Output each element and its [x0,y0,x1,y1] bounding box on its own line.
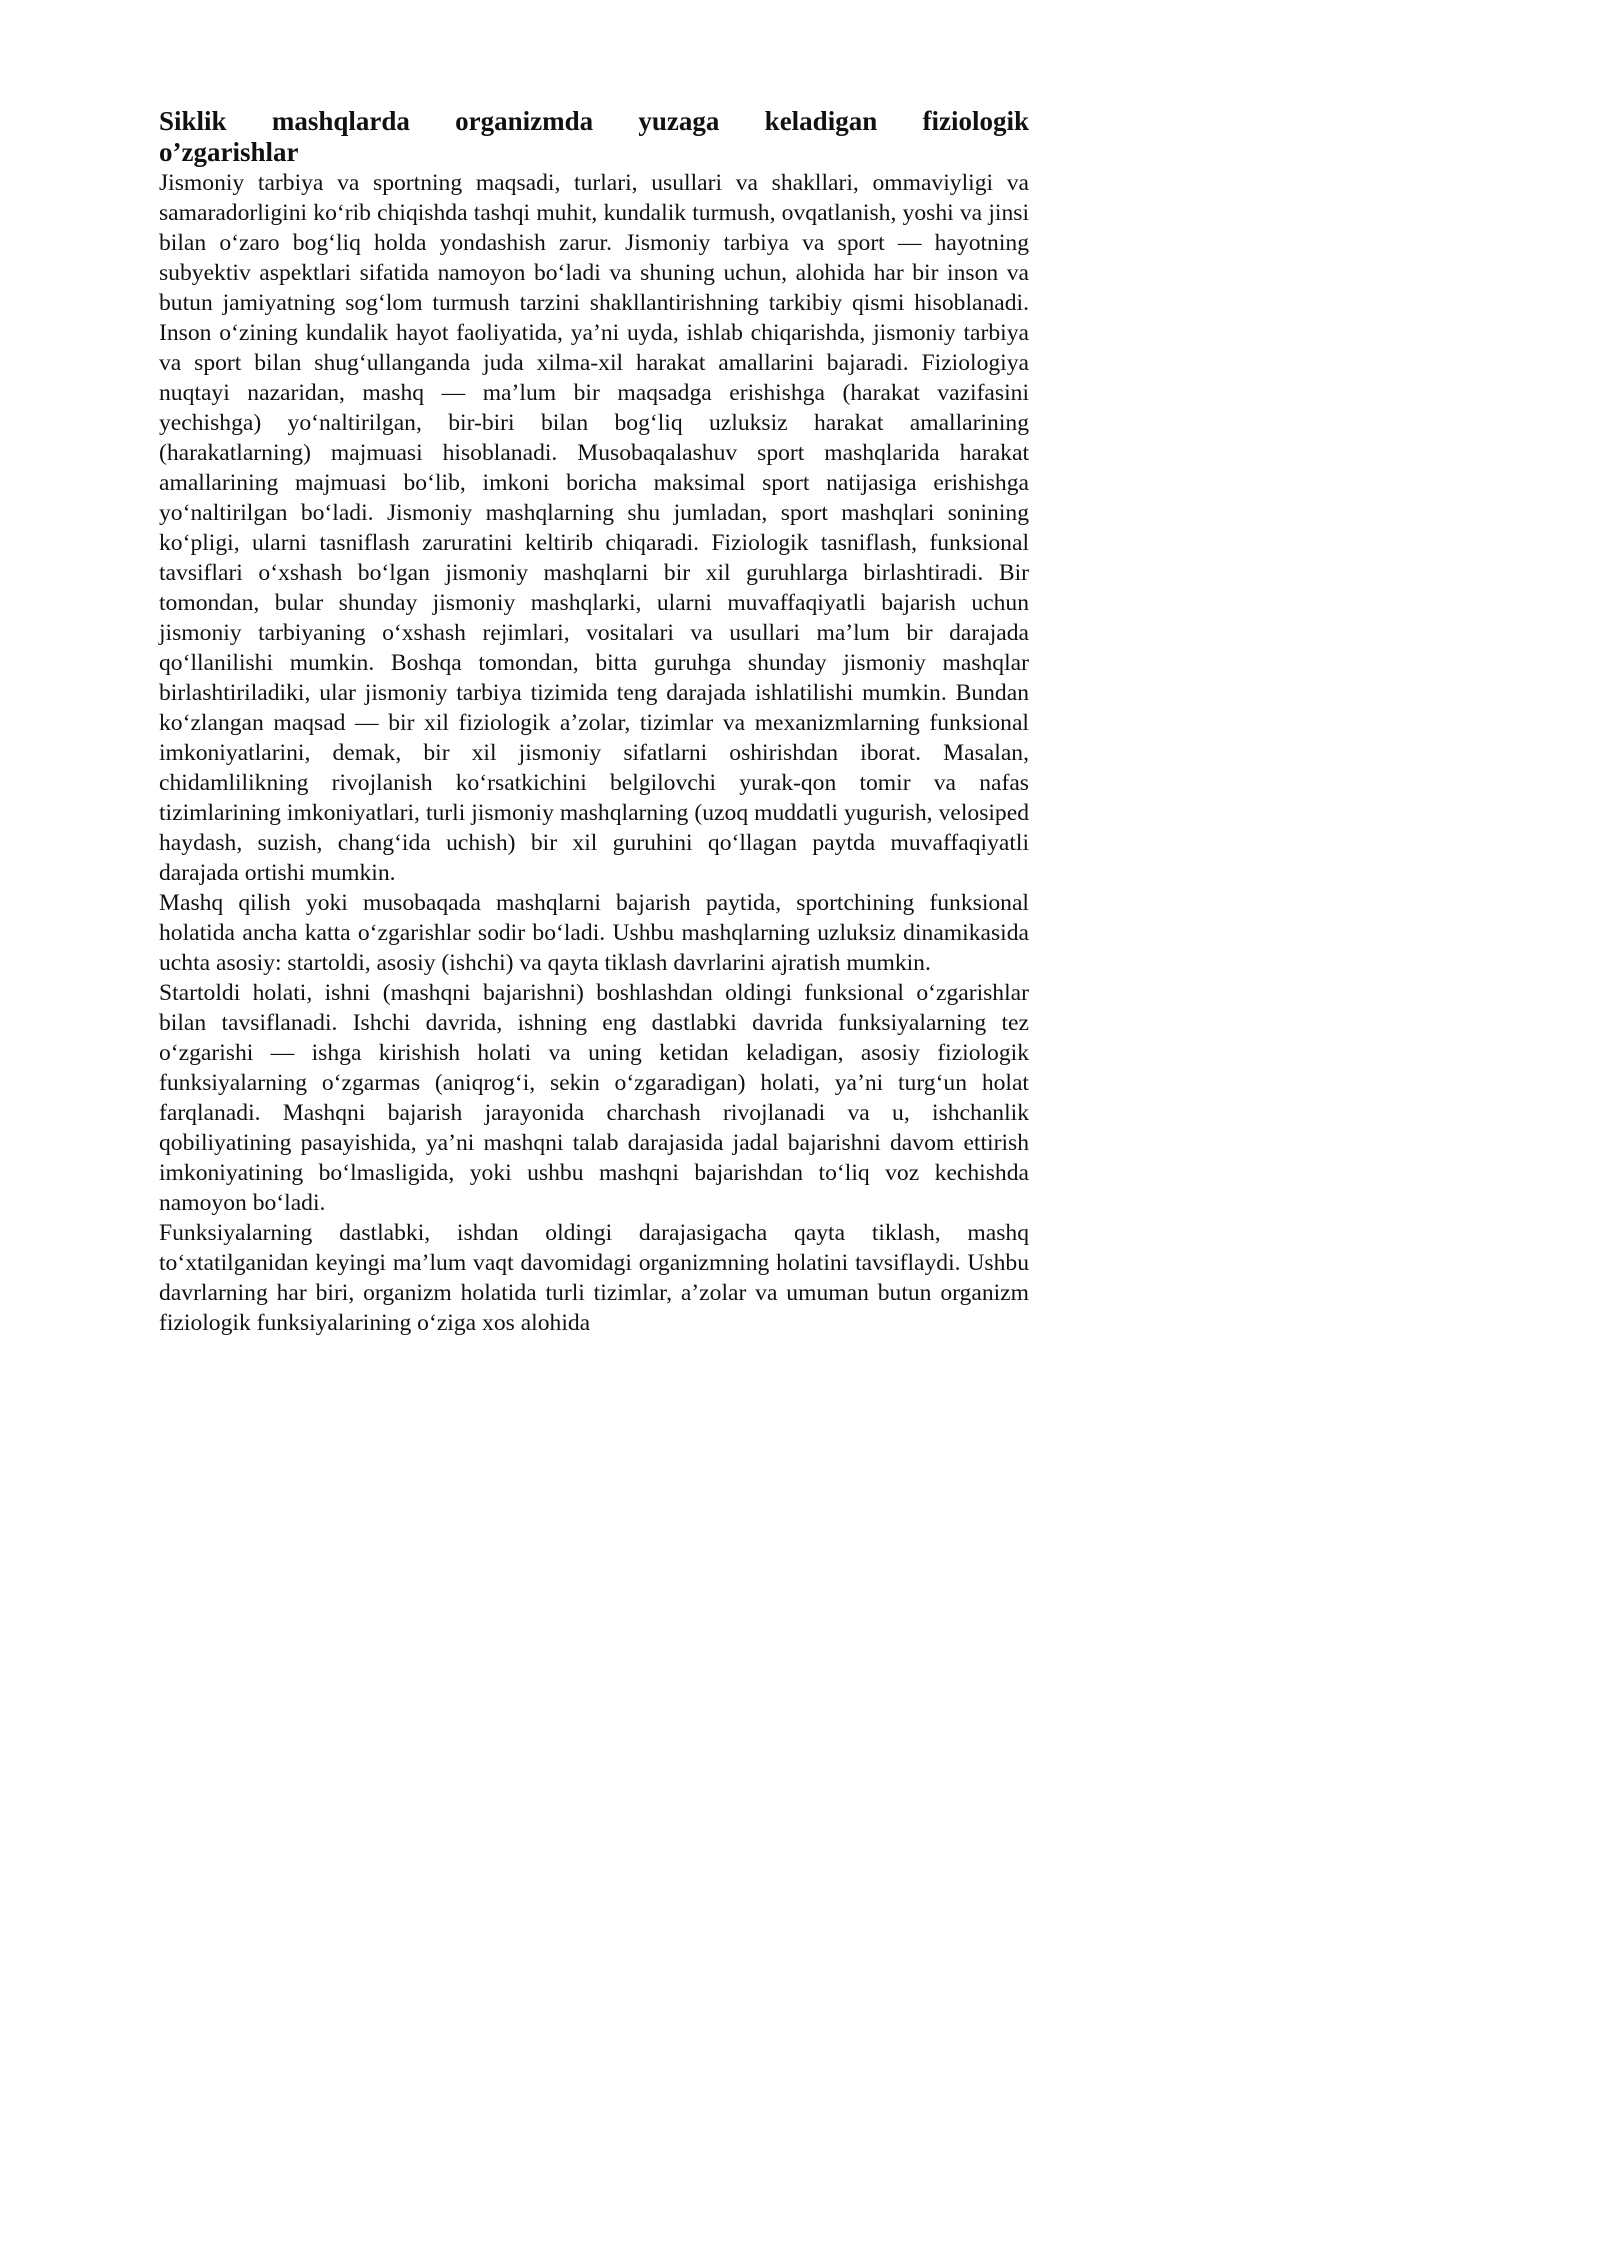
paragraph-1: Jismoniy tarbiya va sportning maqsadi, turlari, usullari va shakllari, ommaviyligi va samaradorligini ko‘rib chiqishda tashqi muhit, kundalik turmush, ovqatlanish, yoshi va jinsi bilan o‘zaro bog‘liq holda yondashish zarur. Jismoniy tarbiya va sport — hayotning subyektiv aspektlari sifatida namoyon bo‘ladi va shuning uchun, alohida har bir inson va butun jamiyatning sog‘lom turmush tarzini shakllantirishning tarkibiy qismi hisoblanadi. Inson o‘zining kundalik hayot faoliyatida, ya’ni uyda, ishlab chiqarishda, jismoniy tarbiya va sport bilan shug‘ullanganda juda xilma-xil harakat amallarini bajaradi. Fiziologiya nuqtayi nazaridan, mashq — ma’lum bir maqsadga erishishga (harakat vazifasini yechishga) yo‘naltirilgan, bir-biri bilan bog‘liq uzluksiz harakat amallarining (harakatlarning) majmuasi hisoblanadi. Musobaqalashuv sport mashqlarida harakat amallarining majmuasi bo‘lib, imkoni boricha maksimal sport natijasiga erishishga yo‘naltirilgan bo‘ladi. Jismoniy mashqlarning shu jumladan, sport mashqlari sonining ko‘pligi, ularni tasniflash zaruratini keltirib chiqaradi. Fiziologik tasniflash, funksional tavsiflari o‘xshash bo‘lgan jismoniy mashqlarni bir xil guruhlarga birlashtiradi. Bir tomondan, bular shunday jismoniy mashqlarki, ularni muvaffaqiyatli bajarish uchun jismoniy tarbiyaning o‘xshash rejimlari, vositalari va usullari ma’lum bir darajada qo‘llanilishi mumkin. Boshqa tomondan, bitta guruhga shunday jismoniy mashqlar birlashtiriladiki, ular jismoniy tarbiya tizimida teng darajada ishlatilishi mumkin. Bundan ko‘zlangan maqsad — bir xil fiziologik a’zolar, tizimlar va mexanizmlarning funksional imkoniyatlarini, demak, bir xil jismoniy sifatlarni oshirishdan iborat. Masalan, chidamlilikning rivojlanish ko‘rsatkichini belgilovchi yurak-qon tomir va nafas tizimlarining imkoniyatlari, turli jismoniy mashqlarning (uzoq muddatli yugurish, velosiped haydash, suzish, chang‘ida uchish) bir xil guruhini qo‘llagan paytda muvaffaqiyatli darajada ortishi mumkin. [159,170,1029,886]
paragraph-2: Mashq qilish yoki musobaqada mashqlarni bajarish paytida, sportchining funksional holatida ancha katta o‘zgarishlar sodir bo‘ladi. Ushbu mashqlarning uzluksiz dinamikasida uchta asosiy: startoldi, asosiy (ishchi) va qayta tiklash davrlarini ajratish mumkin. [159,890,1029,976]
paragraph-4: Funksiyalarning dastlabki, ishdan oldingi darajasigacha qayta tiklash, mashq to‘xtatilganidan keyingi ma’lum vaqt davomidagi organizmning holatini tavsiflaydi. Ushbu davrlarning har biri, organizm holatida turli tizimlar, a’zolar va umuman butun organizm fiziologik funksiyalarining o‘ziga xos alohida [159,1220,1029,1336]
document-body [159,106,1029,1338]
document-title: Siklik mashqlarda organizmda yuzaga keladigan fiziologik o’zgarishlar [159,106,1029,167]
paragraph-3: Startoldi holati, ishni (mashqni bajarishni) boshlashdan oldingi funksional o‘zgarishlar bilan tavsiflanadi. Ishchi davrida, ishning eng dastlabki davrida funksiyalarning tez o‘zgarishi — ishga kirishish holati va uning ketidan keladigan, asosiy fiziologik funksiyalarning o‘zgarmas (aniqrog‘i, sekin o‘zgaradigan) holati, ya’ni turg‘un holat farqlanadi. Mashqni bajarish jarayonida charchash rivojlanadi va u, ishchanlik qobiliyatining pasayishida, ya’ni mashqni talab darajasida jadal bajarishni davom ettirish imkoniyatining bo‘lmasligida, yoki ushbu mashqni bajarishdan to‘liq voz kechishda namoyon bo‘ladi. [159,980,1029,1216]
document-page [0,0,1100,1555]
